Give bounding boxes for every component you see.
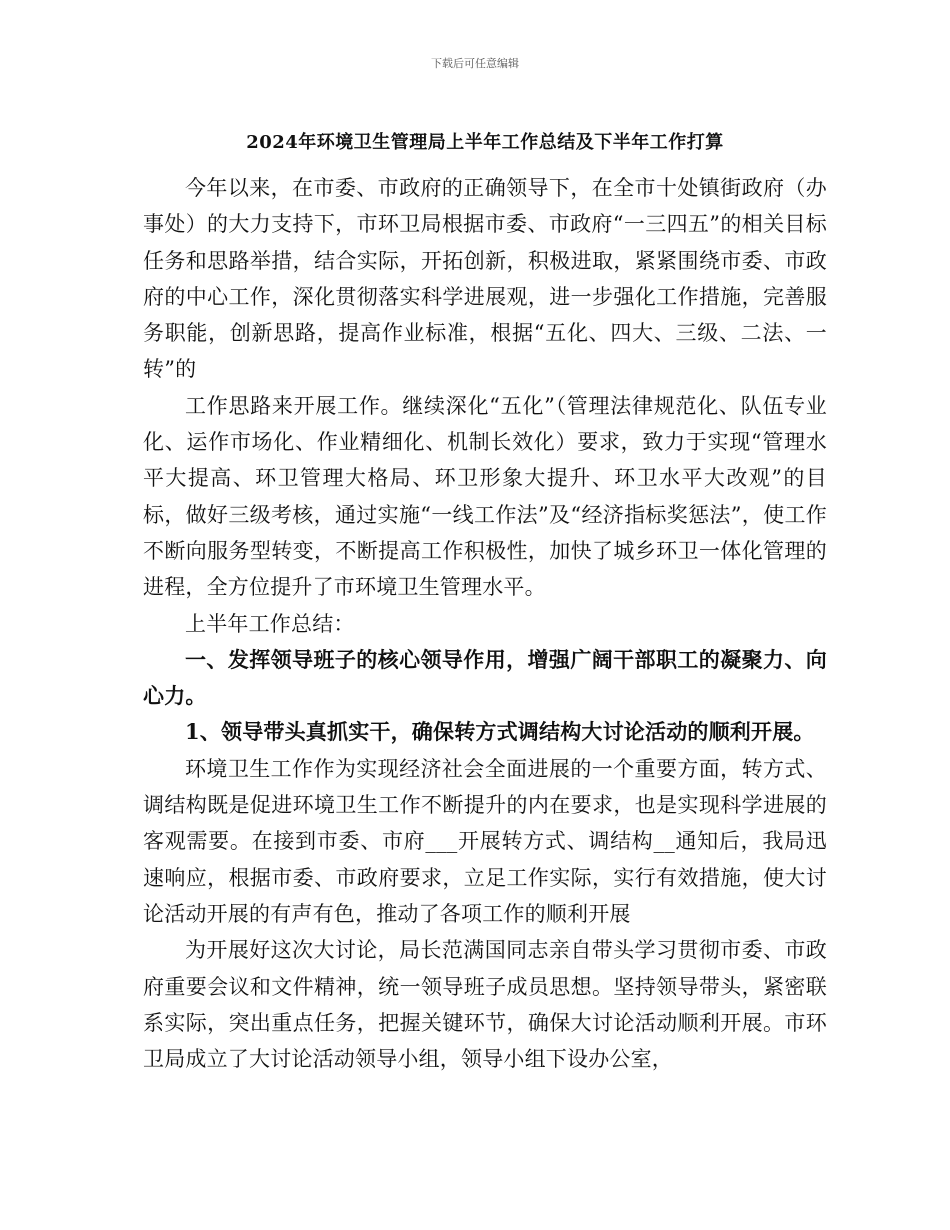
paragraph-summary-heading: 上半年工作总结：	[185, 611, 355, 636]
document-title: 2024年环境卫生管理局上半年工作总结及下半年工作打算	[246, 132, 724, 153]
paragraph-environment-work: 环境卫生工作作为实现经济社会全面进展的一个重要方面，转方式、调结构既是促进环境卫生工作不断提升的内在要求，也是实现科学进展的客观需要。在接到市委、市府___开展转方式、调结构__通知后，我局迅速响应，根据市委、市政府要求，立足工作实际，实行有效措施，使大讨论活动开展的有声有色，推动了各项工作的顺利开展	[143, 756, 827, 926]
paragraph-intro: 今年以来，在市委、市政府的正确领导下，在全市十处镇街政府（办事处）的大力支持下，市环卫局根据市委、市政府“一三四五”的相关目标任务和思路举措，结合实际，开拓创新，积极进取，紧紧围绕市委、市政府的中心工作，深化贯彻落实科学进展观，进一步强化工作措施，完善服务职能，创新思路，提高作业标准，根据“五化、四大、三级、二法、一转”的	[143, 176, 827, 382]
section-heading-1: 一、发挥领导班子的核心领导作用，增强广阔干部职工的凝聚力、向心力。	[143, 646, 827, 709]
document-body	[143, 170, 827, 1077]
header-note: 下载后可任意编辑	[431, 57, 519, 70]
subsection-heading-1: 1、领导带头真抓实干，确保转方式调结构大讨论活动的顺利开展。	[185, 719, 815, 745]
paragraph-work-approach: 工作思路来开展工作。继续深化“五化”（管理法律规范化、队伍专业化、运作市场化、作业精细化、机制长效化）要求，致力于实现“管理水平大提高、环卫管理大格局、环卫形象大提升、环卫水平大改观”的目标，做好三级考核，通过实施“一线工作法”及“经济指标奖惩法”，使工作不断向服务型转变，不断提高工作积极性，加快了城乡环卫一体化管理的进程，全方位提升了市环境卫生管理水平。	[143, 393, 827, 600]
paragraph-leadership: 为开展好这次大讨论，局长范满国同志亲自带头学习贯彻市委、市政府重要会议和文件精神，统一领导班子成员思想。坚持领导带头，紧密联系实际，突出重点任务，把握关键环节，确保大讨论活动顺利开展。市环卫局成立了大讨论活动领导小组，领导小组下设办公室，	[143, 938, 827, 1072]
